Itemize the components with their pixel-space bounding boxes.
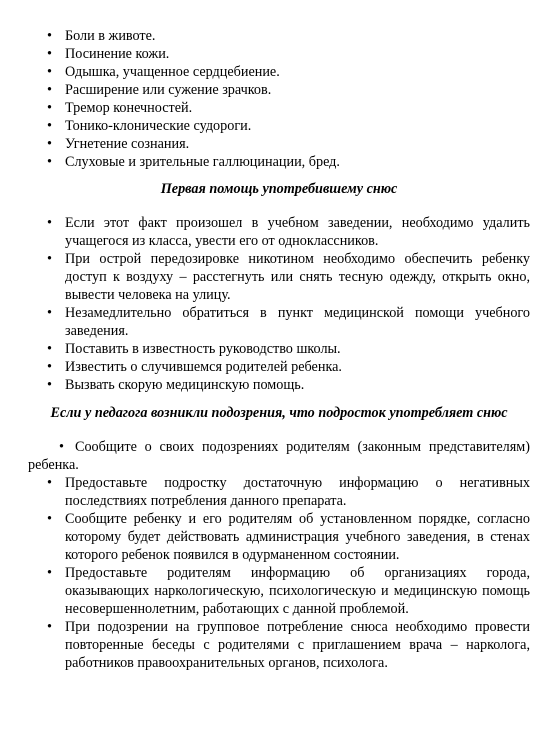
bullet-icon: • [47,305,52,321]
bullet-icon: • [47,619,52,635]
list-item [0,99,558,117]
list-item-text: Известить о случившемся родителей ребенка. [65,359,342,375]
list-item [28,438,558,474]
list-item [0,250,558,304]
bullet-icon: • [47,154,52,170]
list-item [0,63,558,81]
list-item-text: Тремор конечностей. [65,100,193,116]
bullet-icon: • [47,511,52,527]
bullet-icon: • [47,64,52,80]
list-item [0,153,558,171]
bullet-icon: • [47,565,52,581]
bullet-icon: • [47,359,52,375]
list-item [0,214,558,250]
bullet-icon: • [47,136,52,152]
list-item-text: Предоставьте подростку достаточную информацию о негативных последствиях потребления данного препарата. [65,475,530,509]
teacher-suspicion-list [0,438,558,672]
bullet-icon: • [47,475,52,491]
list-item [0,45,558,63]
list-item-text: Незамедлительно обратиться в пункт медицинской помощи учебного заведения. [65,305,530,339]
list-item-text: Посинение кожи. [65,46,170,62]
bullet-icon: • [47,118,52,134]
teacher-suspicion-heading: Если у педагога возникли подозрения, что подросток употребляет снюс [50,405,508,421]
bullet-icon: • [59,439,64,455]
list-item [0,81,558,99]
list-item [0,135,558,153]
list-item [0,564,558,618]
list-item [0,474,558,510]
list-item-text: Предоставьте родителям информацию об организациях города, оказывающих наркологическую, психологическую и медицинскую помощь несовершеннолетним, работающих с данной проблемой. [65,565,530,617]
list-item-text: Поставить в известность руководство школы. [65,341,341,357]
list-item [0,27,558,45]
bullet-icon: • [47,28,52,44]
bullet-icon: • [47,341,52,357]
list-item-text: При острой передозировке никотином необходимо обеспечить ребенку доступ к воздуху – расстегнуть или снять тесную одежду, открыть окно, вывести человека на улицу. [65,251,530,303]
list-item-text: Боли в животе. [65,28,156,44]
bullet-icon: • [47,46,52,62]
list-item-text: Слуховые и зрительные галлюцинации, бред. [65,154,340,170]
list-item-text: Угнетение сознания. [65,136,190,152]
list-item-text: Если этот факт произошел в учебном заведении, необходимо удалить учащегося из класса, увести его от одноклассников. [65,215,530,249]
first-aid-list [0,214,558,394]
list-item-text: Расширение или сужение зрачков. [65,82,272,98]
list-item [0,340,558,358]
list-item [0,358,558,376]
bullet-icon: • [47,377,52,393]
bullet-icon: • [47,100,52,116]
bullet-icon: • [47,251,52,267]
list-item-text: Одышка, учащенное сердцебиение. [65,64,280,80]
list-item [0,304,558,340]
list-item-text: При подозрении на групповое потребление снюса необходимо провести повторенные беседы с родителями с приглашением врача – нарколога, работников правоохранительных органов, психолога. [65,619,530,671]
list-item-text: Сообщите ребенку и его родителям об установленном порядке, согласно которому будет действовать администрация учебного заведения, в стенах которого ребенок появился в одурманенном состоянии. [65,511,530,563]
list-item [0,117,558,135]
bullet-icon: • [47,215,52,231]
list-item [0,618,558,672]
list-item [0,510,558,564]
list-item-text: Вызвать скорую медицинскую помощь. [65,377,305,393]
bullet-icon: • [47,82,52,98]
first-aid-heading: Первая помощь употребившему снюс [160,181,398,197]
list-item [0,376,558,394]
symptoms-list [0,27,558,171]
list-item-text: Тонико-клонические судороги. [65,118,252,134]
list-item-text: Сообщите о своих подозрениях родителям (законным представителям) ребенка. [28,439,530,473]
